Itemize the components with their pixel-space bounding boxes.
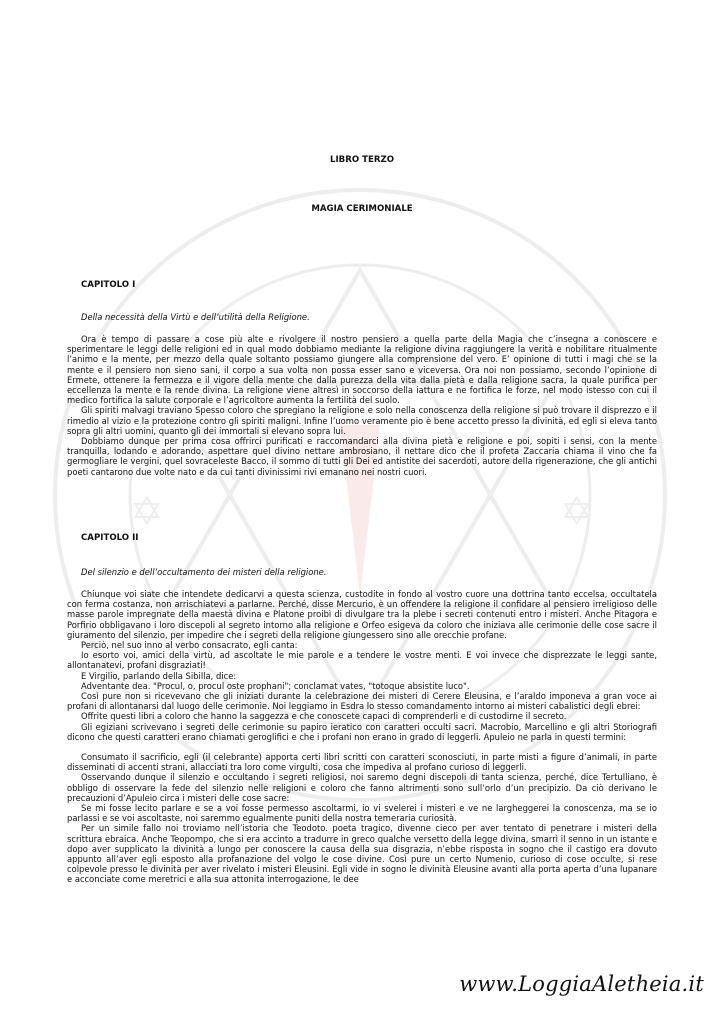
chapter2-subtitle: Del silenzio e dell’occultamento dei misteri della religione. — [81, 567, 327, 577]
chapter1-heading: CAPITOLO I — [81, 280, 136, 290]
paragraph: Osservando dunque il silenzio e occultando i segreti religiosi, noi saremo degni discepoli di tanta scienza, perché, dice Tertulliano, è obbligo di osservare la fede del silenzio nelle religioni e coloro che fanno altrimenti sono sull’orlo d’un precipizio. Da ciò derivano le precauzioni d’Apuleio circa i misteri delle cose sacre: — [67, 772, 657, 803]
chapter2-body — [67, 589, 657, 885]
chapter2-heading: CAPITOLO II — [81, 533, 139, 543]
paragraph: Consumato il sacrificio, egli (il celebrante) apporta certi libri scritti con caratteri sconosciuti, in parte misti a figure d’animali, in parte disseminati di accenti strani, allacciati tra loro come virgulti, cosa che impediva al profano curioso di leggerli. — [67, 752, 657, 773]
paragraph: Adventante dea. "Procul, o, procul oste prophani"; conclamat vates, "totoque absistite luco". — [81, 680, 470, 691]
website-url[interactable]: www.LoggiaAletheia.it — [459, 972, 704, 996]
svg-text:✡: ✡ — [560, 489, 594, 535]
paragraph: Gli spiriti malvagi traviano Spesso coloro che spregiano la religione e solo nella conoscenza della religione si può trovare il disprezzo e il rimedio al vizio e la protezione contro gli spiriti maligni. Infine l’uomo veramente pio è bene accetto presso la divinità, ed egli si eleva tanto sopra gli altri uomini, quanto gli dei immortali si elevano sopra lui. — [67, 405, 657, 436]
svg-text:✡: ✡ — [130, 489, 164, 535]
paragraph: Chiunque voi siate che intendete dedicarvi a questa scienza, custodite in fondo al vostro cuore una dottrina tanto eccelsa, occultatela con ferma costanza, non arrischiatevi a parlarne. Perché, disse Mercurio, è un offendere la religione il confidare al pensiero irreligioso delle masse parole impregnate della maestà divina e Platone proibì di divulgare tra la plebe i secreti contenuti entro i misteri. Anche Pitagora e Porfirio obbligavano i loro discepoli al segreto intorno alla religione e Orfeo esigeva da coloro che iniziava alle cerimonie delle cose sacre il giuramento del silenzio, per impedire che i segreti della religione giungessero sino alle orecchie profane. — [67, 589, 657, 640]
book-title: LIBRO TERZO — [329, 155, 395, 165]
paragraph: Dobbiamo dunque per prima cosa offrirci purificati e raccomandarci alla divina pietà e religione e poi, sopiti i sensi, con la mente tranquilla, lodando e adorando, aspettare quel divino nettare ambrosiano, il nettare dico che il profeta Zaccaria chiama il vino che fa germogliare le vergini, quel sovraceleste Bacco, il sommo di tutti gli Dei ed antistite dei sacerdoti, autore della rigenerazione, che gli antichi poeti cantarono due volte nato e da cui tanti divinissimi rivi emanano nei nostri cuori. — [67, 436, 657, 477]
paragraph: E Virgilio, parlando della Sibilla, dice: — [81, 670, 237, 681]
chapter1-body — [67, 334, 657, 477]
paragraph: Gli egiziani scrivevano i segreti delle cerimonie su papiro ieratico con caratteri occulti sacri. Macrobio, Marcellino e gli altri Storiografi dicono che questi caratteri erano chiamati geroglifici e che i profani non erano in grado di leggerli. Apuleio ne parla in questi termini: — [67, 721, 657, 742]
paragraph: Io esorto voi, amici della virtù, ad ascoltate le mie parole e a tendere le vostre menti. E voi invece che disprezzate le leggi sante, allontanatevi, profani disgraziati! — [67, 650, 657, 671]
paragraph: Se mi fosse lecito parlare e se a voi fosse permesso ascoltarmi, io vi svelerei i misteri e ve ne largheggerei la conoscenza, ma se io parlassi e se voi ascoltaste, noi saremmo egualmente puniti della nostra temeraria curiosità. — [67, 803, 657, 824]
paragraph: Per un simile fallo noi troviamo nell’istoria che Teodoto. poeta tragico, divenne cieco per aver tentato di penetrare i misteri della scrittura ebraica. Anche Teopompo, che si era accinto a tradurre in greco qualche versetto della legge divina, smarrì il senno in un istante e dopo aver supplicato la divinità a lungo per conoscere la causa della sua disgrazia, n’ebbe risposta in sogno che il castigo era dovuto appunto all’aver egli esposto alla profanazione del volgo le cose divine. Così pure un certo Numenio, curioso di cose occulte, si rese colpevole presso le divinità per aver rivelato i misteri Eleusini. Egli vide in sogno le divinità Eleusine avanti alla porta aperta d’una lupanare e acconciate come meretrici e alla sua attonita interrogazione, le dee — [67, 823, 657, 885]
section-title: MAGIA CERIMONIALE — [311, 204, 413, 214]
paragraph: Offrite questi libri a coloro che hanno la saggezza e che conoscete capaci di comprenderli e di custodirne il secreto. — [81, 711, 567, 722]
paragraph: Perciò, nel suo inno al verbo consacrato, egli canta: — [81, 640, 298, 651]
paragraph: Ora è tempo di passare a cose più alte e rivolgere il nostro pensiero a quella parte della Magia che c’insegna a conoscere e sperimentare le leggi delle religioni ed in qual modo dobbiamo mediante la religione divina raggiungere la verità e nobilitare ritualmente l’animo e la mente, per mezzo della quale soltanto possiamo giungere alla comprensione del vero. E’ opinione di tutti i magi che se la mente e il pensiero non sieno sani, il corpo a sua volta non possa esser sano e viceversa. Ora noi non possiamo, secondo l’opinione di Ermete, ottenere la fermezza e il vigore della mente che dalla purezza della vita dalla pietà e dalla religione sacra, la quale purifica per eccellenza la mente e la rende divina. La religione viene altresì in soccorso della iattura e ne fortifica le forze, nel modo istesso con cui il medico fortifica la salute corporale e l’agricoltore aumenta la fertilità del suolo. — [67, 334, 657, 406]
paragraph: Così pure non si ricevevano che gli iniziati durante la celebrazione dei misteri di Cerere Eleusina, e l’araldo imponeva a gran voce ai profani di allontanarsi dal luogo delle cerimonie. Noi leggiamo in Esdra lo stesso comandamento intorno ai misteri cabalistici degli ebrei: — [67, 691, 657, 712]
chapter1-subtitle: Della necessità della Virtù e dell’utilità della Religione. — [81, 312, 310, 322]
